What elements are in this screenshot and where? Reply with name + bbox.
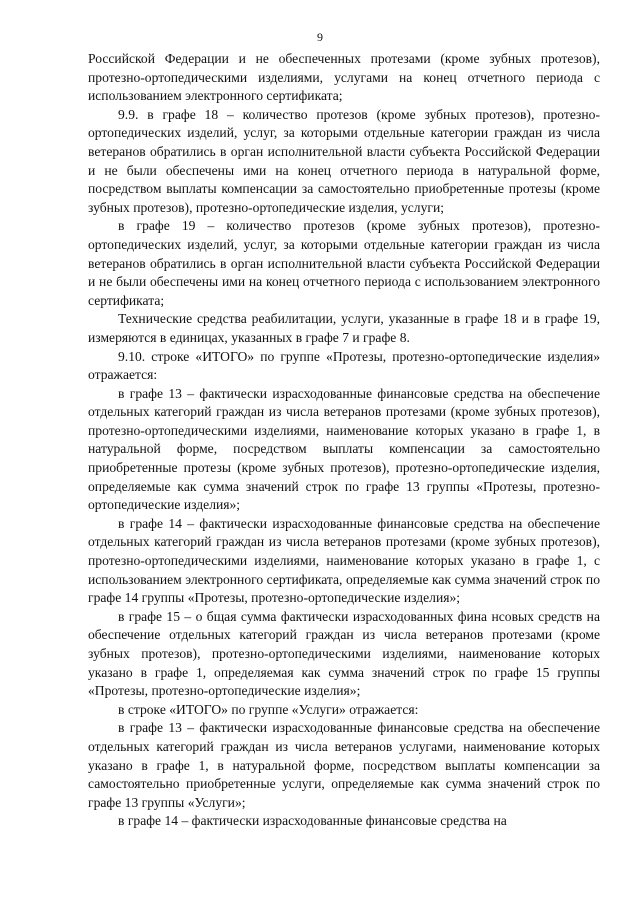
paragraph-graph-13-services: в графе 13 – фактически израсходованные финансовые средства на обеспечение отдельных категорий граждан из числа ветеранов услугами, наименование которых указано в графе 1, в натуральной форме, посредством выплаты компенсации за самостоятельно приобретенные услуги, определяемые как сумма значений строк по графе 13 группы «Услуги»;	[88, 720, 600, 810]
page-number: 9	[317, 30, 323, 44]
paragraph-graph-14-services: в графе 14 – фактически израсходованные финансовые средства на	[118, 813, 507, 829]
paragraph-continuation: Российской Федерации и не обеспеченных протезами (кроме зубных протезов), протезно-ортопедическими изделиями, услугами на конец отчетного периода с использованием электронного сертификата;	[88, 51, 600, 104]
paragraph-technical-means: Технические средства реабилитации, услуги, указанные в графе 18 и в графе 19, измеряются в единицах, указанных в графе 7 и графе 8.	[88, 311, 600, 345]
document-body	[88, 50, 600, 831]
paragraph-9-9-graph-18: 9.9. в графе 18 – количество протезов (кроме зубных протезов), протезно-ортопедических изделий, услуг, за которыми отдельные категории граждан из числа ветеранов обратились в орган исполнительной власти субъекта Российской Федерации и не были обеспечены ими на конец отчетного периода в натуральной форме, посредством выплаты компенсации за самостоятельно приобретенные протезы (кроме зубных протезов), протезно-ортопедические изделия, услуги;	[88, 106, 600, 215]
paragraph-9-10-total-prostheses: 9.10. строке «ИТОГО» по группе «Протезы, протезно-ортопедические изделия» отражается:	[88, 348, 600, 383]
paragraph-total-services: в строке «ИТОГО» по группе «Услуги» отражается:	[118, 701, 419, 717]
paragraph-graph-15-prostheses: в графе 15 – о бщая сумма фактически израсходованных фина нсовых средств на обеспечение отдельных категорий граждан из числа ветеранов протезами (кроме зубных протезов), протезно-ортопедическими изделиями, наименование которых указано в графе 1, определяемая как сумма значений строк по графе 15 группы «Протезы, протезно-ортопедические изделия»;	[88, 608, 600, 699]
paragraph-graph-13-prostheses: в графе 13 – фактически израсходованные финансовые средства на обеспечение отдельных категорий граждан из числа ветеранов протезами (кроме зубных протезов), протезно-ортопедическими изделиями, наименование которых указано в графе 1, в натуральной форме, посредством выплаты компенсации за самостоятельно приобретенные протезы (кроме зубных протезов), протезно-ортопедические изделия, определяемые как сумма значений строк по графе 13 группы «Протезы, протезно-ортопедические изделия»;	[88, 385, 600, 513]
paragraph-graph-19: в графе 19 – количество протезов (кроме зубных протезов), протезно-ортопедических изделий, услуг, за которыми отдельные категории граждан из числа ветеранов обратились в орган исполнительной власти субъекта Российской Федерации и не были обеспечены ими на конец отчетного периода с использованием электронного сертификата;	[88, 218, 600, 308]
paragraph-graph-14-prostheses: в графе 14 – фактически израсходованные финансовые средства на обеспечение отдельных категорий граждан из числа ветеранов протезами (кроме зубных протезов), протезно-ортопедическими изделиями, наименование которых указано в графе 1, с использованием электронного сертификата, определяемые как сумма значений строк по графе 14 группы «Протезы, протезно-ортопедические изделия»;	[88, 515, 600, 606]
